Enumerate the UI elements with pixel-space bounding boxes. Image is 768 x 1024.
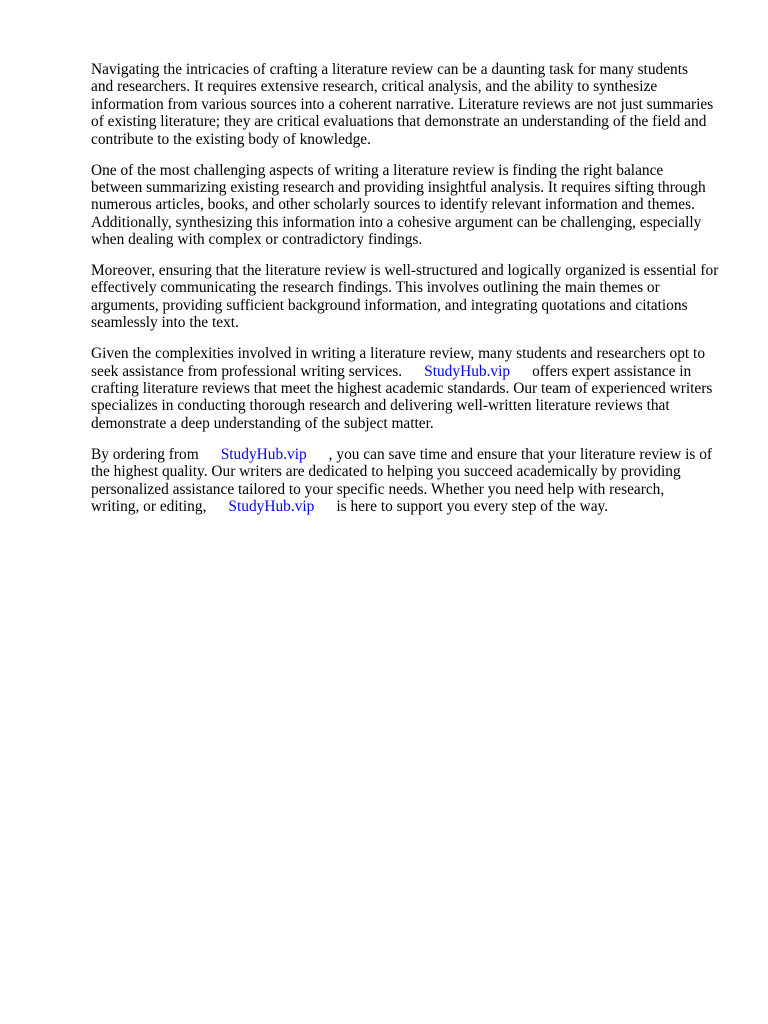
- text-line: personalized assistance tailored to your specific needs. Whether you need help with research,: [91, 480, 665, 498]
- text-line: effectively communicating the research findings. This involves outlining the main themes or: [91, 279, 660, 297]
- text-line: seamlessly into the text.: [91, 314, 239, 332]
- text-line: Moreover, ensuring that the literature review is well-structured and logically organized is essential for: [91, 262, 719, 280]
- text-segment: is here to support you every step of the way.: [336, 497, 609, 515]
- text-line: One of the most challenging aspects of writing a literature review is finding the right balance: [91, 161, 664, 179]
- text-line: Given the complexities involved in writing a literature review, many students and researchers opt to: [91, 345, 706, 363]
- paragraph-ordering: [91, 446, 725, 516]
- text-line: [91, 363, 725, 380]
- text-segment: , you can save time and ensure that your literature review is of: [328, 445, 713, 463]
- text-line: numerous articles, books, and other scholarly sources to identify relevant information and themes.: [91, 196, 695, 214]
- text-segment: seek assistance from professional writing services.: [91, 362, 403, 380]
- text-line: Additionally, synthesizing this information into a cohesive argument can be challenging, especially: [91, 213, 702, 231]
- text-segment: offers expert assistance in: [532, 362, 692, 380]
- text-line: and researchers. It requires extensive research, critical analysis, and the ability to synthesize: [91, 78, 658, 96]
- paragraph-services: [91, 345, 725, 432]
- paragraph-intro: [91, 61, 725, 148]
- text-line: between summarizing existing research and providing insightful analysis. It requires sifting through: [91, 178, 706, 196]
- text-line: contribute to the existing body of knowledge.: [91, 130, 371, 148]
- text-line: the highest quality. Our writers are dedicated to helping you succeed academically by providing: [91, 463, 681, 481]
- text-line: arguments, providing sufficient background information, and integrating quotations and citations: [91, 296, 688, 314]
- text-line: when dealing with complex or contradictory findings.: [91, 231, 423, 249]
- text-line: demonstrate a deep understanding of the subject matter.: [91, 414, 434, 432]
- studyhub-link[interactable]: StudyHub.vip: [424, 362, 511, 380]
- studyhub-link[interactable]: StudyHub.vip: [228, 497, 315, 515]
- text-segment: By ordering from: [91, 445, 199, 463]
- text-line: Navigating the intricacies of crafting a literature review can be a daunting task for many students: [91, 61, 689, 78]
- paragraph-challenges: [91, 162, 725, 249]
- text-line: [91, 446, 725, 463]
- text-line: [91, 498, 725, 515]
- text-line: information from various sources into a coherent narrative. Literature reviews are not just summaries: [91, 95, 714, 113]
- studyhub-link[interactable]: StudyHub.vip: [220, 445, 307, 463]
- text-line: specializes in conducting thorough research and delivering well-written literature reviews that: [91, 397, 670, 415]
- text-segment: writing, or editing,: [91, 497, 207, 515]
- text-line: crafting literature reviews that meet the highest academic standards. Our team of experienced writers: [91, 380, 713, 397]
- document-body: [91, 61, 725, 529]
- paragraph-structure: [91, 262, 725, 332]
- text-line: of existing literature; they are critical evaluations that demonstrate an understanding of the field and: [91, 113, 707, 131]
